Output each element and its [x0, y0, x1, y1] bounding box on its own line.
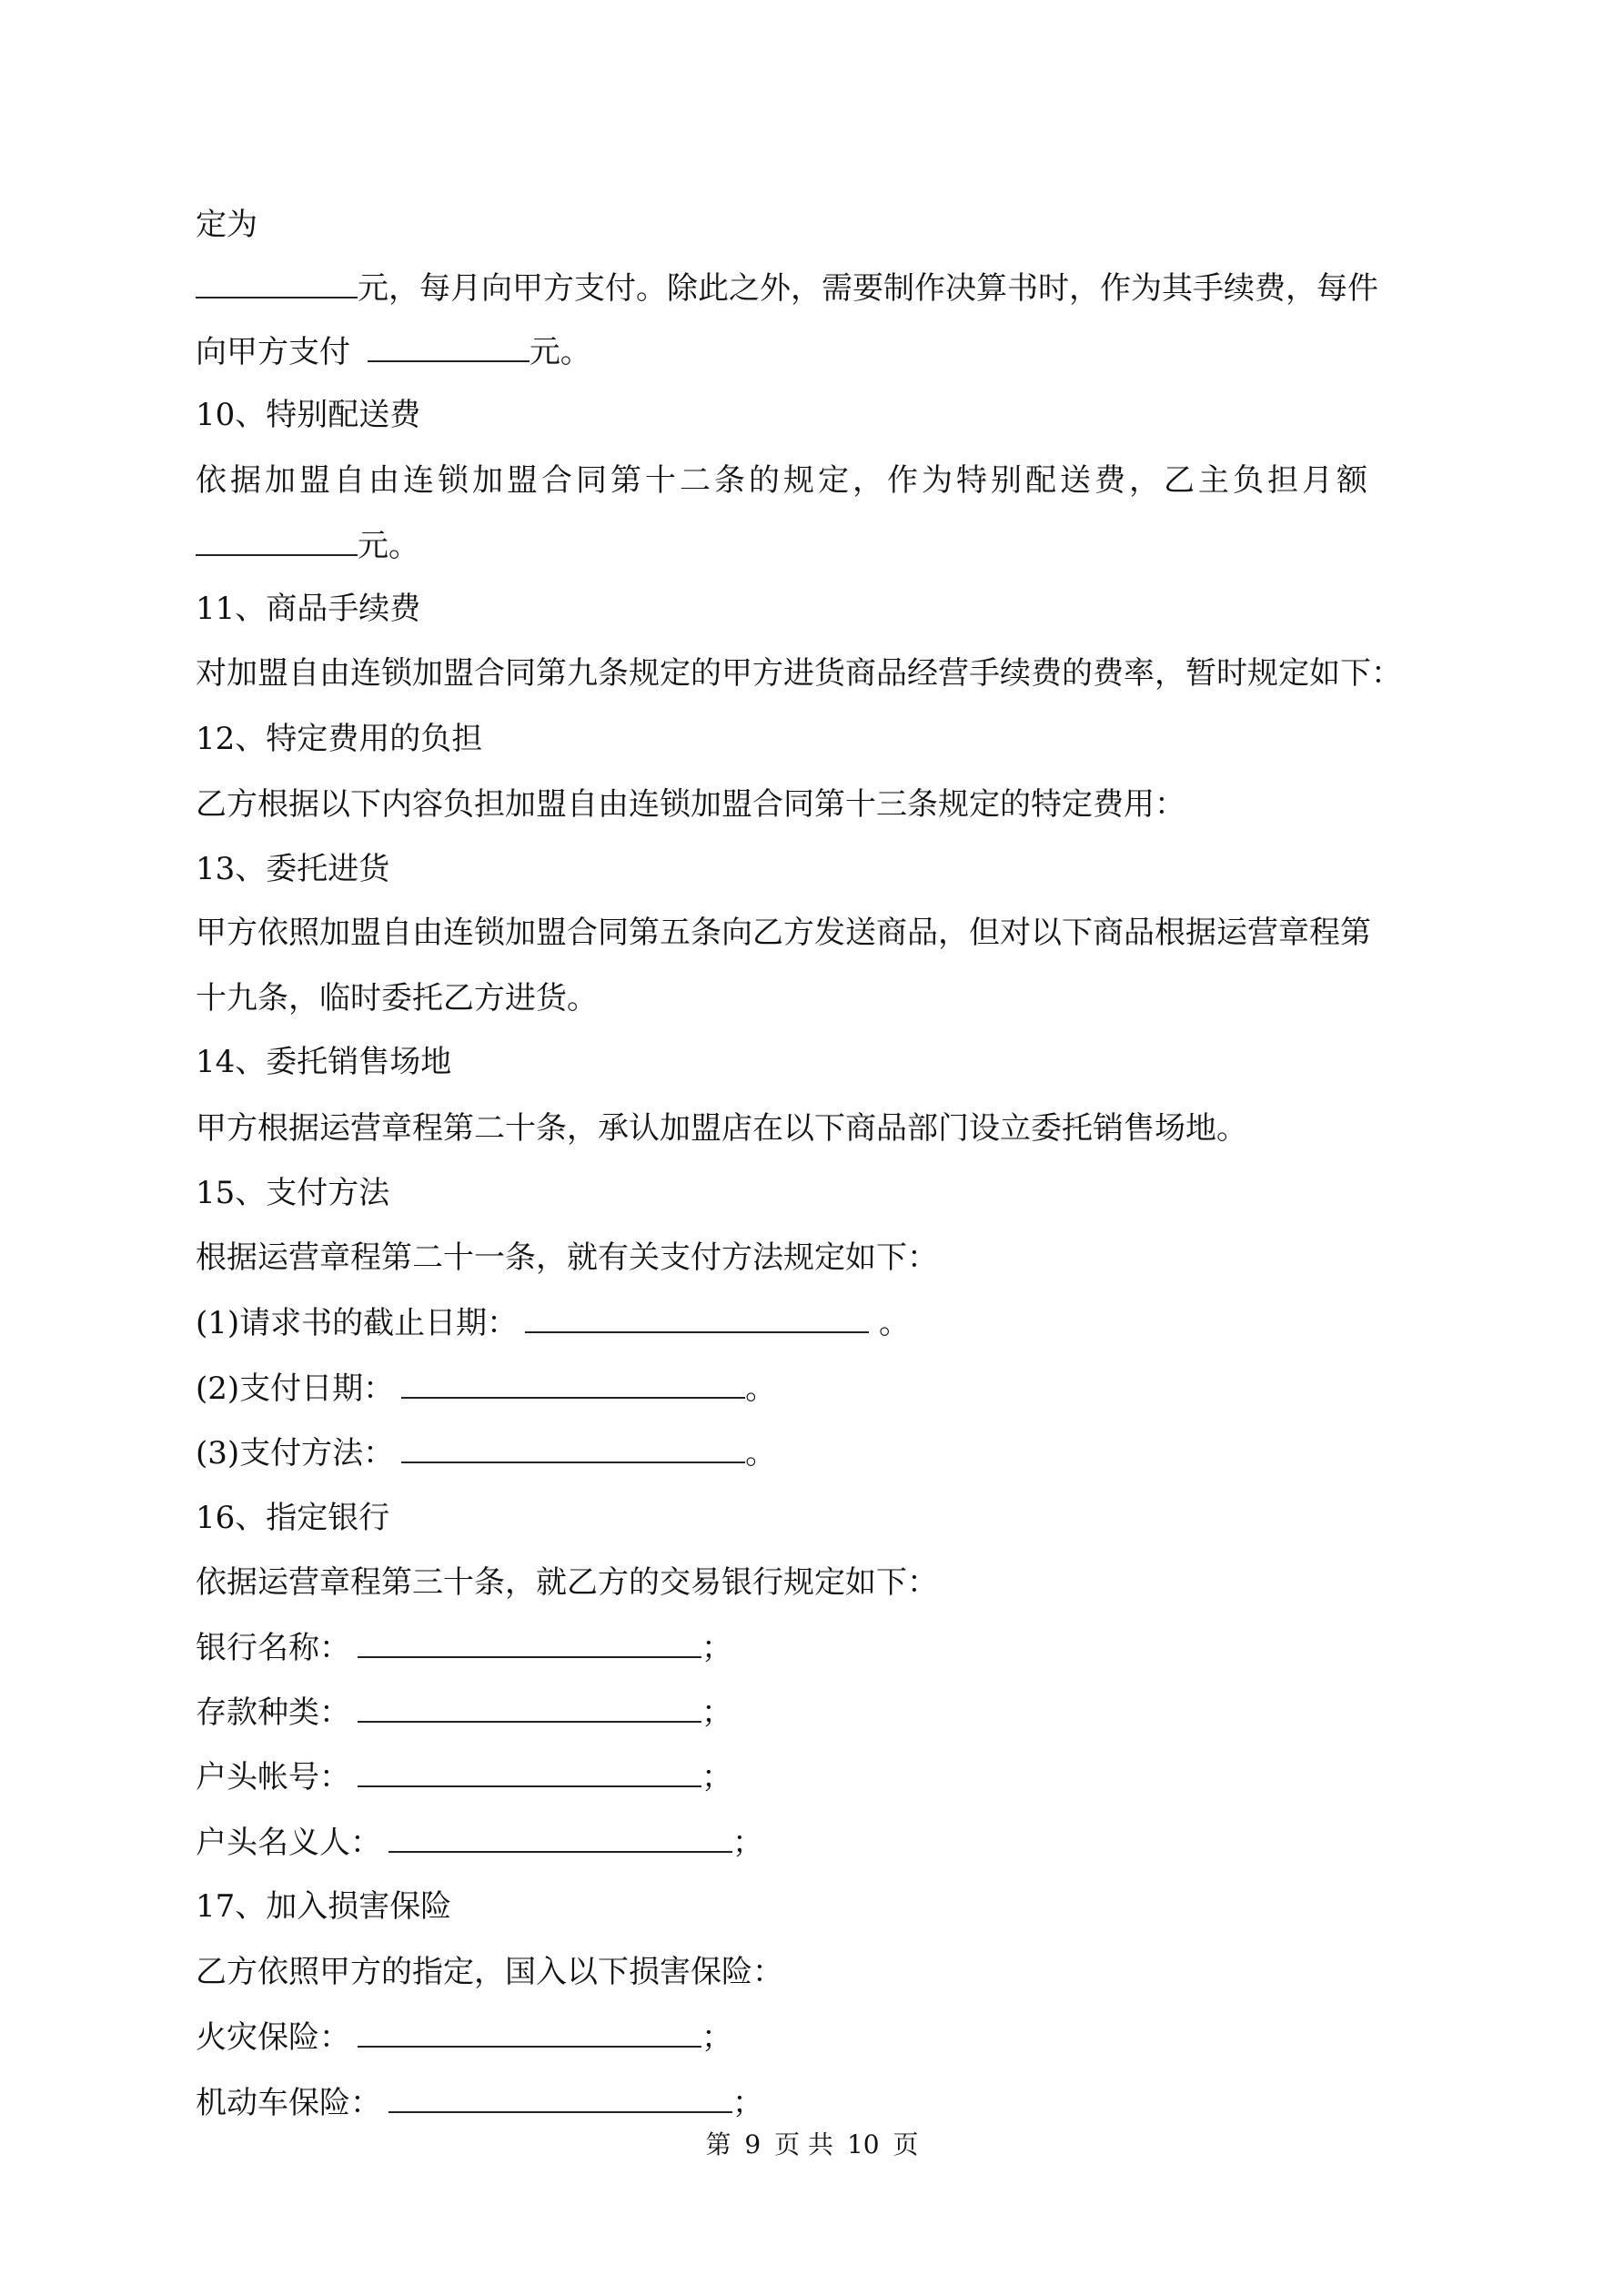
fill-in-blank	[388, 2084, 732, 2113]
fill-in-blank	[401, 1370, 745, 1399]
text-line: 甲方依照加盟自由连锁加盟合同第五条向乙方发送商品，但对以下商品根据运营章程第	[196, 915, 1371, 951]
fill-in-blank	[525, 1304, 869, 1333]
section-heading: 15、支付方法	[196, 1175, 390, 1211]
text-line: 乙方依照甲方的指定，国入以下损害保险：	[196, 1954, 783, 1990]
section-heading: 17、加入损害保险	[196, 1888, 452, 1925]
text-line: 十九条，临时委托乙方进货。	[196, 980, 598, 1017]
form-field-account-number: 户头帐号： ；	[196, 1759, 732, 1795]
text-line: 乙方根据以下内容负担加盟自由连锁加盟合同第十三条规定的特定费用：	[196, 786, 1185, 823]
text-line: 对加盟自由连锁加盟合同第九条规定的甲方进货商品经营手续费的费率，暂时规定如下：	[196, 655, 1402, 692]
form-field-deposit-type: 存款种类： ；	[196, 1694, 732, 1731]
fill-in-blank	[401, 1434, 745, 1463]
fill-in-blank	[388, 1824, 732, 1853]
form-field-vehicle-insurance: 机动车保险： ；	[196, 2085, 763, 2121]
fill-in-blank	[358, 1629, 701, 1658]
page-footer: 第 9 页 共 10 页	[705, 2129, 919, 2159]
form-field-payment-date: (2)支付日期： 。	[196, 1371, 777, 1407]
text-line: 甲方根据运营章程第二十条，承认加盟店在以下商品部门设立委托销售场地。	[196, 1110, 1247, 1147]
form-field-bank-name: 银行名称： ；	[196, 1630, 732, 1666]
section-heading: 12、特定费用的负担	[196, 721, 483, 757]
section-heading: 11、商品手续费	[196, 591, 421, 627]
section-heading: 14、委托销售场地	[196, 1044, 452, 1080]
form-field-payment-method: (3)支付方法： 。	[196, 1435, 777, 1472]
fill-in-blank	[358, 2018, 701, 2048]
text-line: 定为	[196, 207, 257, 243]
text-line: 依据加盟自由连锁加盟合同第十二条的规定，作为特别配送费，乙主负担月额	[196, 462, 1371, 499]
text-line: 元。	[196, 527, 419, 564]
fill-in-blank	[196, 269, 358, 298]
section-heading: 16、指定银行	[196, 1500, 390, 1536]
text-line: 元，每月向甲方支付。除此之外，需要制作决算书时，作为其手续费，每件	[196, 269, 1378, 307]
text-line: 根据运营章程第二十一条，就有关支付方法规定如下：	[196, 1239, 938, 1276]
form-field-fire-insurance: 火灾保险： ；	[196, 2019, 732, 2056]
text-line: 依据运营章程第三十条，就乙方的交易银行规定如下：	[196, 1564, 938, 1601]
form-field-account-holder: 户头名义人： ；	[196, 1825, 763, 1861]
section-heading: 10、特别配送费	[196, 397, 421, 433]
fill-in-blank	[196, 527, 358, 556]
section-heading: 13、委托进货	[196, 851, 390, 887]
fill-in-blank	[358, 1758, 701, 1787]
fill-in-blank	[358, 1694, 701, 1723]
form-field-cutoff-date: (1)请求书的截止日期： 。	[196, 1305, 910, 1341]
fill-in-blank	[368, 333, 530, 362]
current-page-number: 9	[744, 2129, 762, 2159]
total-page-count: 10	[846, 2129, 880, 2159]
text-line: 向甲方支付 元。	[196, 334, 591, 370]
